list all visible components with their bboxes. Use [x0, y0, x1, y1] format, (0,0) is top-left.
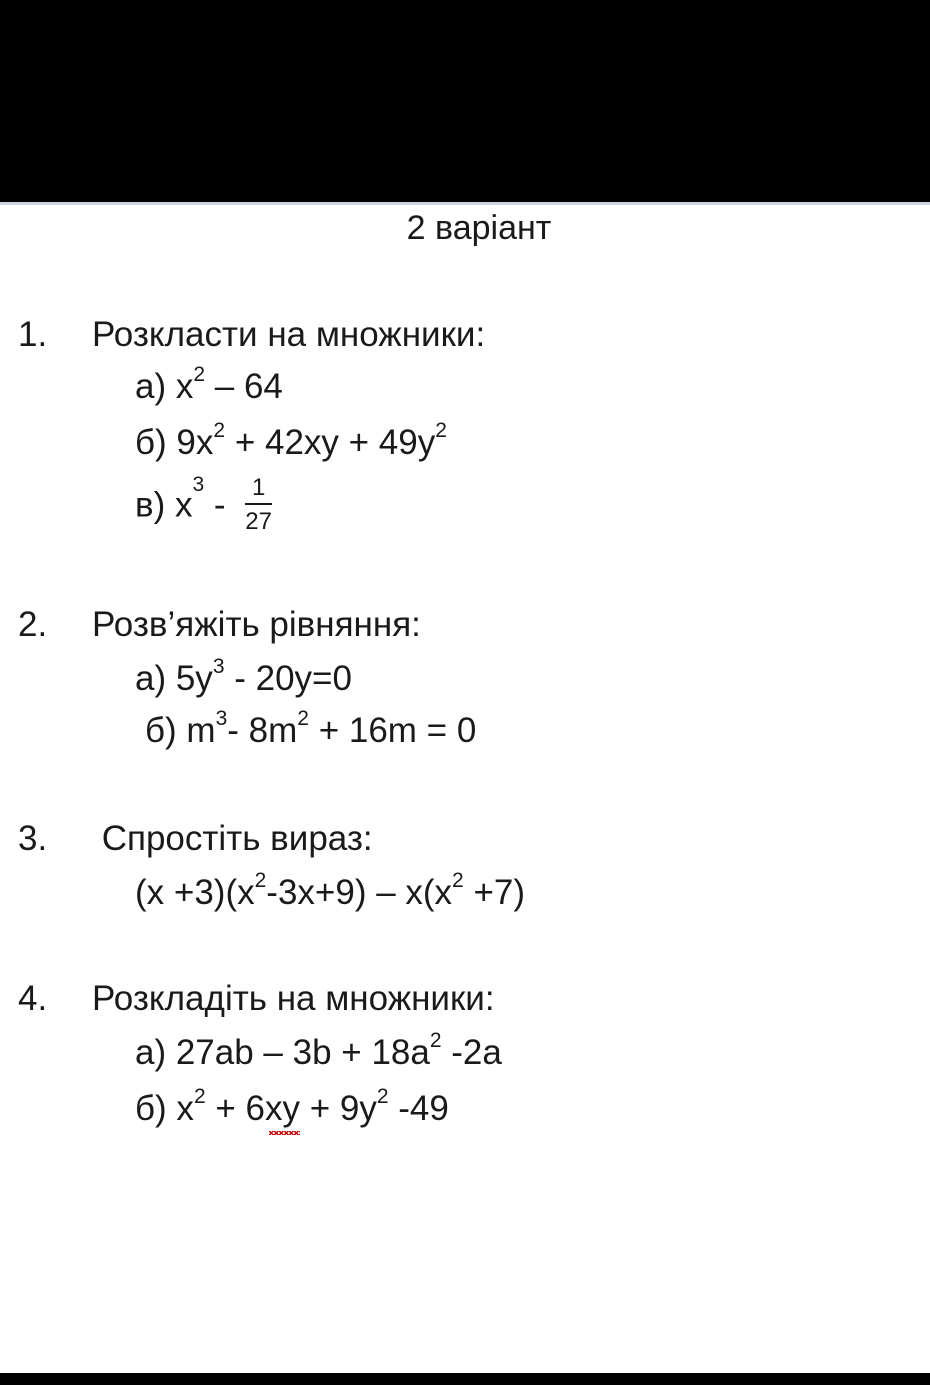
task-4-heading: [18, 979, 495, 1019]
task-3-heading: [18, 819, 373, 859]
fraction: [245, 475, 272, 535]
task-4-item-a: а) $27ab - 3b + 18a^2$ -2a: [135, 1029, 502, 1072]
task-3-item: $(x +3)(x^2-3x+9) - x(x^2 +7)$: [135, 869, 526, 912]
task-heading-text: Розкладіть на множники:: [92, 979, 495, 1018]
task-2-item-b: б) $m^3-$ $8m^2 + 16m = 0$: [145, 707, 477, 750]
task-2-item-a: а) $5y^3 - 20y=0$: [135, 655, 352, 698]
task-number: 4.: [18, 979, 48, 1018]
task-number: 1.: [18, 315, 48, 354]
task-heading-text: Спростіть вираз:: [92, 819, 373, 858]
task-2-heading: [18, 605, 421, 645]
document-page: [0, 202, 930, 1373]
spellcheck-underlined-text: xy: [264, 1089, 300, 1128]
task-1-item-a: а) $x^2 - 64$: [135, 363, 283, 406]
task-1-item-b: б) $9x^2 + 42xy + 49y^2$: [135, 419, 447, 462]
variant-title: 2 варіант: [406, 209, 552, 247]
task-heading-text: Розкласти на множники:: [92, 315, 486, 354]
top-black-bar: [0, 0, 930, 202]
task-4-item-b: б) $x^2 + 6xy + 9y^2$ -49: [135, 1085, 449, 1128]
fraction-numerator: 1: [245, 475, 272, 505]
task-number: 3.: [18, 819, 48, 858]
task-heading-text: Розв’яжіть рівняння:: [92, 605, 421, 644]
task-1-heading: [18, 315, 485, 355]
task-number: 2.: [18, 605, 48, 644]
fraction-denominator: 27: [245, 508, 272, 535]
task-1-item-c: в) $x^3$ - $\frac{1}{27}$: [135, 473, 272, 535]
bottom-black-bar: [0, 1373, 930, 1385]
